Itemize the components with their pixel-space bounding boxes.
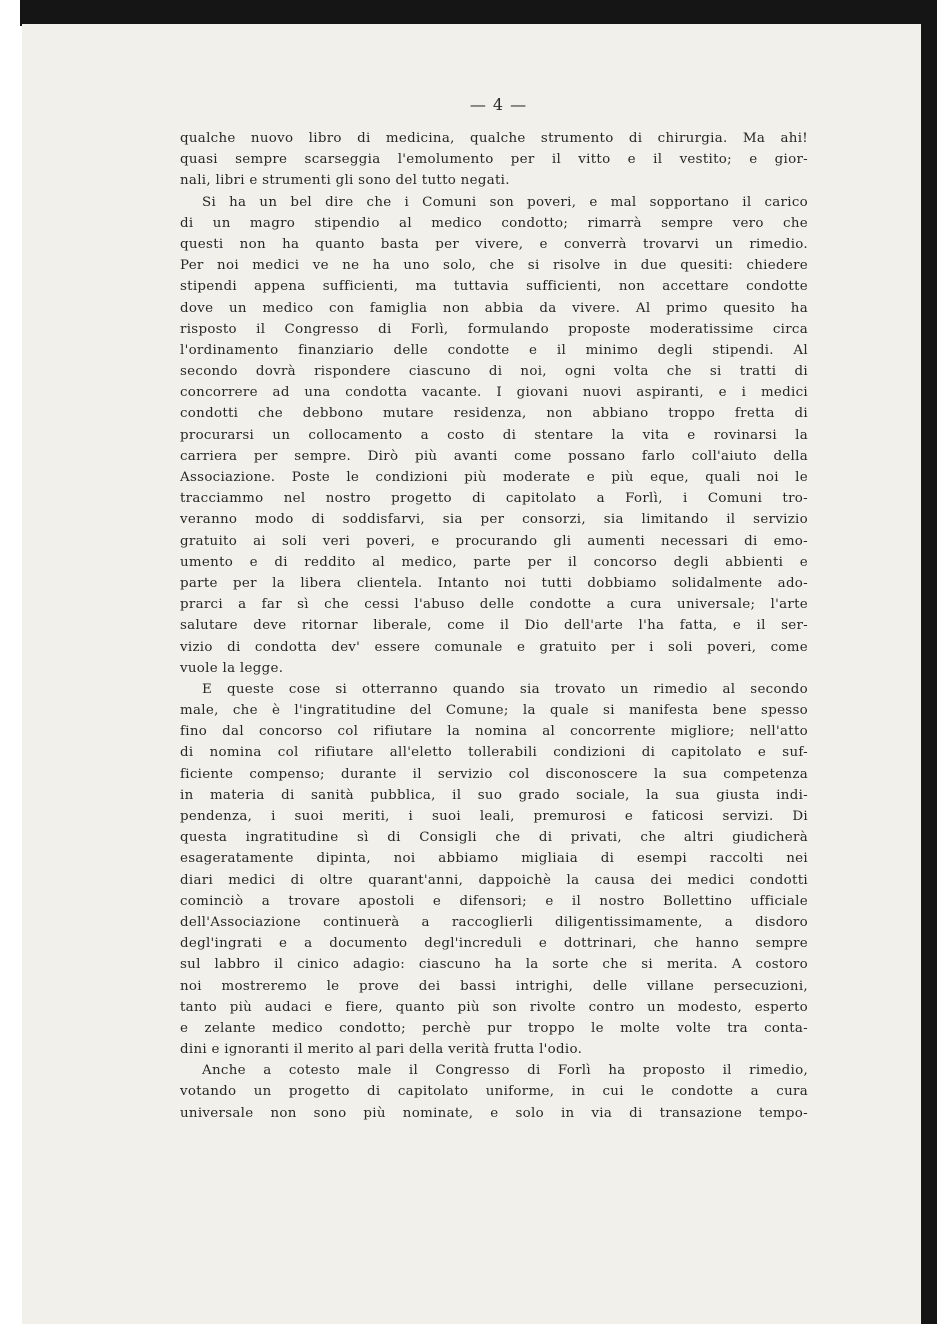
text-line: diari medici di oltre quarant'anni, dappoichè la causa dei medici condotti: [180, 872, 808, 888]
text-line: Associazione. Poste le condizioni più moderate e più eque, quali noi le: [180, 470, 808, 485]
text-line: Anche a cotesto male il Congresso di Forlì ha proposto il rimedio,: [202, 1063, 808, 1079]
text-line: pendenza, i suoi meriti, i suoi leali, premurosi e faticosi servizi. Di: [180, 809, 808, 824]
text-line: l'ordinamento finanziario delle condotte e il minimo degli stipendi. Al: [180, 342, 808, 358]
text-line: carriera per sempre. Dirò più avanti come possano farlo coll'aiuto della: [180, 448, 808, 464]
text-line: parte per la libera clientela. Intanto noi tutti dobbiamo solidalmente ado-: [180, 575, 808, 591]
text-line: stipendi appena sufficienti, ma tuttavia sufficienti, non accettare condotte: [180, 279, 808, 295]
text-line: qualche nuovo libro di medicina, qualche strumento di chirurgia. Ma ahi!: [180, 131, 808, 146]
text-line: vuole la legge.: [180, 660, 284, 676]
text-line: questa ingratitudine sì di Consigli che di privati, che altri giudicherà: [180, 830, 808, 846]
text-line: questi non ha quanto basta per vivere, e converrà trovarvi un rimedio.: [180, 236, 808, 252]
text-line: tracciammo nel nostro progetto di capitolato a Forlì, i Comuni tro-: [180, 491, 808, 507]
text-line: risposto il Congresso di Forlì, formulando proposte moderatissime circa: [180, 321, 808, 337]
text-line: dell'Associazione continuerà a raccoglierli diligentissimamente, a disdoro: [180, 914, 808, 930]
text-line: umento e di reddito al medico, parte per il concorso degli abbienti e: [180, 554, 808, 570]
text-line: noi mostreremo le prove dei bassi intrighi, delle villane persecuzioni,: [180, 978, 808, 994]
text-line: procurarsi un collocamento a costo di stentare la vita e rovinarsi la: [180, 427, 808, 443]
page-number: — 4 —: [469, 95, 528, 114]
text-line: veranno modo di soddisfarvi, sia per consorzi, sia limitando il servizio: [180, 512, 808, 528]
text-line: universale non sono più nominate, e solo in via di transazione tempo-: [180, 1105, 808, 1121]
text-line: vizio di condotta dev' essere comunale e gratuito per i soli poveri, come: [180, 639, 808, 655]
text-line: ficiente compenso; durante il servizio col disconoscere la sua competenza: [180, 766, 808, 782]
text-line: E queste cose si otterranno quando sia trovato un rimedio al secondo: [202, 681, 808, 697]
text-line: prarci a far sì che cessi l'abuso delle condotte a cura universale; l'arte: [180, 597, 808, 613]
scan-border-right: [921, 0, 937, 1324]
text-line: tanto più audaci e fiere, quanto più son rivolte contro un modesto, esperto: [180, 999, 808, 1015]
text-line: dove un medico con famiglia non abbia da vivere. Al primo quesito ha: [180, 300, 808, 316]
text-line: di un magro stipendio al medico condotto; rimarrà sempre vero che: [180, 215, 808, 231]
text-line: condotti che debbono mutare residenza, non abbiano troppo fretta di: [180, 406, 808, 422]
body-text: [180, 128, 808, 1124]
text-line: salutare deve ritornar liberale, come il Dio dell'arte l'ha fatta, e il ser-: [180, 618, 808, 634]
text-line: e zelante medico condotto; perchè pur troppo le molte volte tra conta-: [180, 1020, 808, 1036]
scan-border-top: [20, 0, 937, 26]
text-line: degl'ingrati e a documento degl'increduli e dottrinari, che hanno sempre: [180, 936, 808, 952]
text-line: sul labbro il cinico adagio: ciascuno ha la sorte che si merita. A costoro: [180, 957, 808, 973]
text-line: gratuito ai soli veri poveri, e procurando gli aumenti necessari di emo-: [180, 533, 808, 549]
text-line: concorrere ad una condotta vacante. I giovani nuovi aspiranti, e i medici: [180, 385, 808, 401]
text-line: dini e ignoranti il merito al pari della verità frutta l'odio.: [180, 1042, 583, 1058]
text-line: in materia di sanità pubblica, il suo grado sociale, la sua giusta indi-: [180, 787, 808, 803]
text-line: cominciò a trovare apostoli e difensori; e il nostro Bollettino ufficiale: [180, 893, 808, 909]
text-line: quasi sempre scarseggia l'emolumento per il vitto e il vestito; e gior-: [180, 152, 808, 168]
text-line: fino dal concorso col rifiutare la nomina al concorrente migliore; nell'atto: [180, 724, 808, 740]
text-line: Si ha un bel dire che i Comuni son poveri, e mal sopportano il carico: [202, 194, 808, 210]
text-line: nali, libri e strumenti gli sono del tutto negati.: [180, 173, 510, 189]
text-line: di nomina col rifiutare all'eletto tollerabili condizioni di capitolato e suf-: [180, 745, 808, 761]
text-line: votando un progetto di capitolato uniforme, in cui le condotte a cura: [180, 1084, 808, 1100]
text-line: esageratamente dipinta, noi abbiamo migliaia di esempi raccolti nei: [180, 851, 808, 867]
text-line: male, che è l'ingratitudine del Comune; la quale si manifesta bene spesso: [180, 703, 808, 719]
text-line: Per noi medici ve ne ha uno solo, che si risolve in due quesiti: chiedere: [180, 258, 808, 274]
text-line: secondo dovrà rispondere ciascuno di noi, ogni volta che si tratti di: [180, 364, 808, 380]
